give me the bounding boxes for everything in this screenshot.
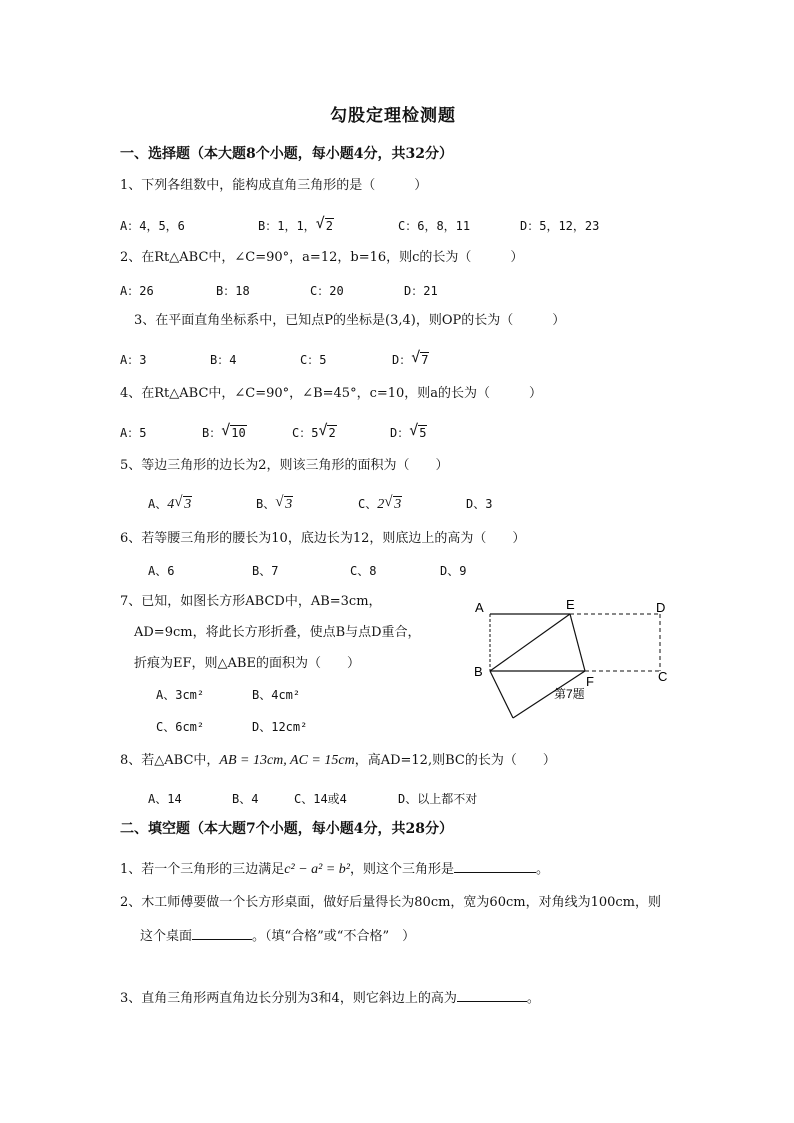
q1-option-c: C：6，8，11: [398, 219, 471, 233]
q4-option-d: D：√ 5: [390, 425, 427, 441]
q2-stem: 2、在Rt△ABC中，∠C=90°，a=12，b=16，则c的长为（ ）: [120, 250, 524, 265]
q7-line3: 折痕为EF，则△ABE的面积为（ ）: [134, 656, 360, 671]
sqrt-symbol: √ 7: [411, 352, 429, 368]
q7-figure: [470, 598, 680, 723]
sqrt-symbol: √ 3: [174, 497, 192, 513]
q3-option-d: D：√ 7: [392, 352, 429, 368]
q1-stem: 1、下列各组数中，能构成直角三角形的是（ ）: [120, 178, 428, 193]
q7-option-a: A、3cm²: [156, 688, 205, 702]
sqrt-symbol: √ 3: [275, 497, 293, 513]
q5-option-a: A、4√ 3: [148, 496, 192, 513]
q5-option-d: D、3: [466, 497, 493, 511]
edge-be: [490, 614, 570, 671]
q7-option-b: B、4cm²: [252, 688, 301, 702]
section2-heading: 二、填空题（本大题7个小题，每小题4分，共28分）: [120, 821, 453, 837]
q6-option-d: D、9: [440, 564, 467, 578]
edge-ef: [570, 614, 585, 671]
q7-line2: AD=9cm，将此长方形折叠，使点B与点D重合，: [134, 625, 421, 640]
answer-blank[interactable]: [457, 989, 527, 1002]
label-e: E: [566, 598, 575, 612]
label-a: A: [475, 600, 484, 615]
q8-option-d: D、以上都不对: [398, 792, 478, 806]
q3-option-b: B：4: [210, 353, 237, 367]
q8-option-c: C、14或4: [294, 792, 347, 806]
sqrt-symbol: √ 2: [318, 425, 336, 441]
q6-option-c: C、8: [350, 564, 377, 578]
sqrt-symbol: √ 5: [409, 425, 427, 441]
q6-stem: 6、若等腰三角形的腰长为10，底边长为12，则底边上的高为（ ）: [120, 531, 526, 546]
q8-option-a: A、14: [148, 792, 182, 806]
q2-option-a: A：26: [120, 284, 154, 298]
q4-option-c: C：5√ 2: [292, 425, 337, 441]
figure-caption: 第7题: [554, 687, 585, 701]
q3-stem: 3、在平面直角坐标系中，已知点P的坐标是(3,4)，则OP的长为（ ）: [134, 313, 566, 328]
edge-b-fold: [490, 671, 513, 718]
q5-stem: 5、等边三角形的边长为2，则该三角形的面积为（ ）: [120, 458, 449, 473]
section1-heading: 一、选择题（本大题8个小题，每小题4分，共32分）: [120, 146, 453, 162]
q7-option-c: C、6cm²: [156, 720, 205, 734]
q8-option-b: B、4: [232, 792, 259, 806]
fill-q2-line2: 这个桌面 。（填“合格”或“不合格” ）: [140, 929, 416, 944]
fill-q1: 1、若一个三角形的三边满足c² − a² = b²，则这个三角形是 。: [120, 862, 550, 877]
q2-option-d: D：21: [404, 284, 438, 298]
q2-option-b: B：18: [216, 284, 250, 298]
q3-option-c: C：5: [300, 353, 327, 367]
sqrt-symbol: √ 10: [221, 425, 246, 441]
q1-option-a: A：4，5，6: [120, 219, 185, 233]
label-d: D: [656, 600, 666, 615]
label-c: C: [658, 669, 668, 684]
q5-option-c: C、2√ 3: [358, 496, 402, 513]
page-title: 勾股定理检测题: [330, 106, 456, 126]
label-f: F: [586, 674, 594, 689]
q4-stem: 4、在Rt△ABC中，∠C=90°，∠B=45°，c=10，则a的长为（ ）: [120, 386, 543, 401]
answer-blank[interactable]: [192, 927, 252, 940]
sqrt-symbol: √ 3: [384, 497, 402, 513]
q8-stem: 8、若△ABC中，AB = 13cm, AC = 15cm，高AD=12,则BC的长为（ ）: [120, 753, 556, 768]
q3-option-a: A：3: [120, 353, 147, 367]
q1-option-d: D：5，12，23: [520, 219, 600, 233]
q6-option-a: A、6: [148, 564, 175, 578]
q2-option-c: C：20: [310, 284, 344, 298]
q5-option-b: B、√ 3: [256, 496, 293, 513]
sqrt-symbol: √ 2: [316, 218, 334, 234]
q4-option-a: A：5: [120, 426, 147, 440]
answer-blank[interactable]: [454, 860, 536, 873]
q6-option-b: B、7: [252, 564, 279, 578]
fill-q2-line1: 2、木工师傅要做一个长方形桌面，做好后量得长为80cm，宽为60cm，对角线为100cm，则: [120, 895, 661, 910]
fill-q3: 3、直角三角形两直角边长分别为3和4，则它斜边上的高为 。: [120, 991, 540, 1006]
q1-option-b: B：1，1，√ 2: [258, 218, 334, 234]
q7-option-d: D、12cm²: [252, 720, 308, 734]
q4-option-b: B：√ 10: [202, 425, 247, 441]
q7-line1: 7、已知，如图长方形ABCD中，AB=3cm，: [120, 594, 382, 609]
label-b: B: [474, 664, 483, 679]
